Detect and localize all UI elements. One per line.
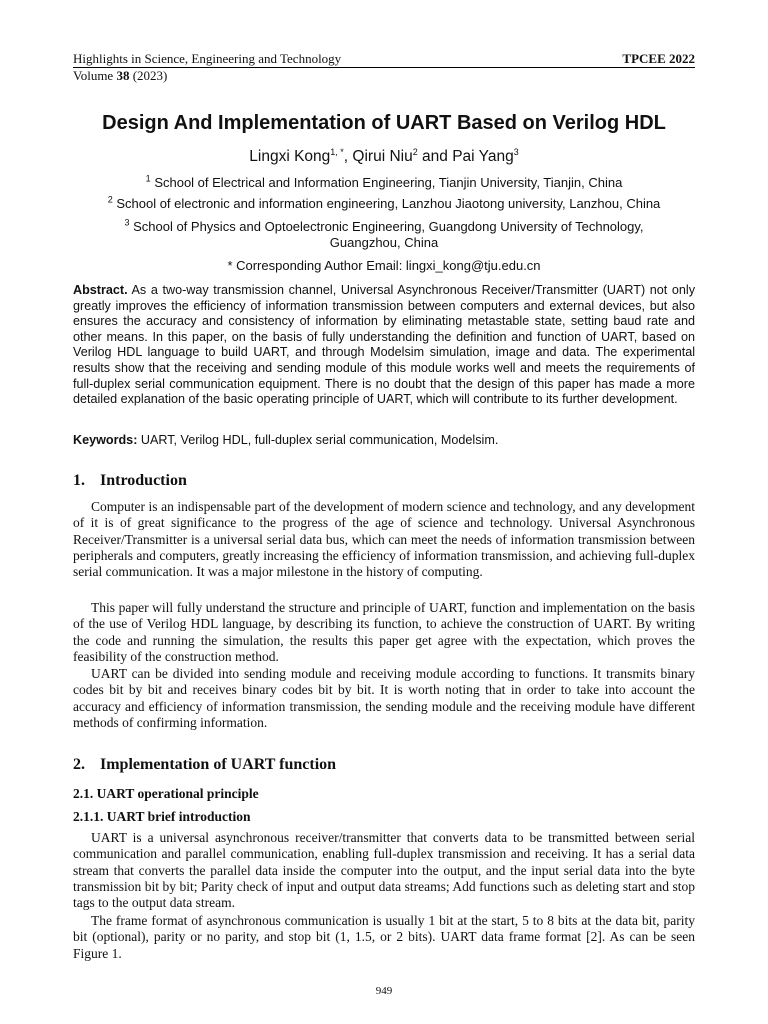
conference-name: TPCEE 2022 (622, 51, 695, 66)
author-list: Lingxi Kong$^{1, *}$, Qirui Niu$^2$ and Pai Yang$^3$ (249, 146, 519, 165)
paper-title: Design And Implementation of UART Based on Verilog HDL (102, 112, 666, 134)
author-affiliation-mark: 1, * (330, 146, 344, 157)
paragraph: This paper will fully understand the structure and principle of UART, function and implementation on the basis of the use of Verilog HDL language, by describing its function, to achieve the construction of UART. By writing the code and running the simulation, the results this paper get agree with the expectation, which proves the feasibility of the construction method. (73, 600, 695, 664)
page-number: 949 (375, 985, 393, 997)
affiliation-2: $^2$ School of electronic and information engineering, Lanzhou Jiaotong university, Lanzhou, China (107, 194, 661, 211)
abstract-text: As a two-way transmission channel, Universal Asynchronous Receiver/Transmitter (UART) not only greatly improves the efficiency of information transmission between computers and external devices, but also ensures the accuracy and consistency of information by eliminating metastable state, setting baud rate and other means. In this paper, on the basis of fully understanding the definition and function of UART, based on Verilog HDL language to build UART, and through Modelsim simulation, image and data. The experimental results show that the receiving and sending module of this module works well and meets the requirements of full-duplex serial communication equipment. There is no doubt that the design of this paper has made a more detailed explanation of the basic operating principle of UART, which will contribute to its further development. (73, 283, 695, 407)
subsection-heading: 2.1. UART operational principle (73, 786, 259, 801)
paragraph: UART can be divided into sending module and receiving module according to functions. It transmits binary codes bit by bit and receives binary codes bit by bit. It is worth noting that in order to take into account the accuracy and efficiency of information transmission, the sending module and the receiving module have different methods of confirming information. (73, 666, 695, 730)
author-name: Pai Yang (452, 148, 514, 165)
paragraph: Computer is an indispensable part of the development of modern science and technology, and any development of it is of great significance to the progress of the age of science and technology. Universal Asynchronous Receiver/Transmitter is a universal serial data bus, which can meet the needs of information transmission between peripherals and computers, greatly increasing the efficiency of information transmission, and achieving full-duplex serial communication. It was a major milestone in the history of computing. (73, 499, 695, 580)
volume-number: 38 (116, 68, 130, 83)
volume-line: Volume 38 (2023) (73, 68, 168, 83)
paragraph: UART is a universal asynchronous receiver/transmitter that converts data to be transmitted between serial communication and parallel communication, enabling full-duplex transmission and receiving. It has a serial data stream that converts the parallel data inside the computer into the output, and the input serial data into the byte transmission bit by bit; Parity check of input and output data streams; Add functions such as deleting start and stop tags to the output data stream. (73, 830, 695, 911)
corresponding-author: * Corresponding Author Email: lingxi_kong@tju.edu.cn (227, 258, 541, 273)
author-affiliation-mark: 2 (412, 146, 418, 157)
author-name: Lingxi Kong (249, 148, 331, 165)
journal-name: Highlights in Science, Engineering and Technology (73, 51, 342, 66)
author-name: Qirui Niu (352, 148, 413, 165)
author-affiliation-mark: 3 (513, 146, 519, 157)
abstract (73, 283, 695, 408)
section-heading-introduction: 1. Introduction (73, 472, 187, 489)
keywords-label: Keywords: (73, 433, 138, 447)
section-heading-implementation: 2. Implementation of UART function (73, 756, 337, 773)
subsubsection-heading: 2.1.1. UART brief introduction (73, 809, 251, 824)
keywords-text: UART, Verilog HDL, full-duplex serial communication, Modelsim. (140, 433, 499, 447)
affiliation-1: $^1$ School of Electrical and Information Engineering, Tianjin University, Tianjin, China (145, 173, 623, 190)
header-divider (73, 67, 695, 68)
keywords (73, 432, 695, 448)
affiliation-3: $^3$ School of Physics and Optoelectronic Engineering, Guangdong University of Technology, Guangzhou, China (124, 217, 644, 250)
paragraph: The frame format of asynchronous communication is usually 1 bit at the start, 5 to 8 bits at the data bit, parity bit (optional), parity or no parity, and stop bit (1, 1.5, or 2 bits). UART data frame format [2]. As can be seen Figure 1. (73, 913, 695, 961)
abstract-label: Abstract. (73, 283, 128, 297)
